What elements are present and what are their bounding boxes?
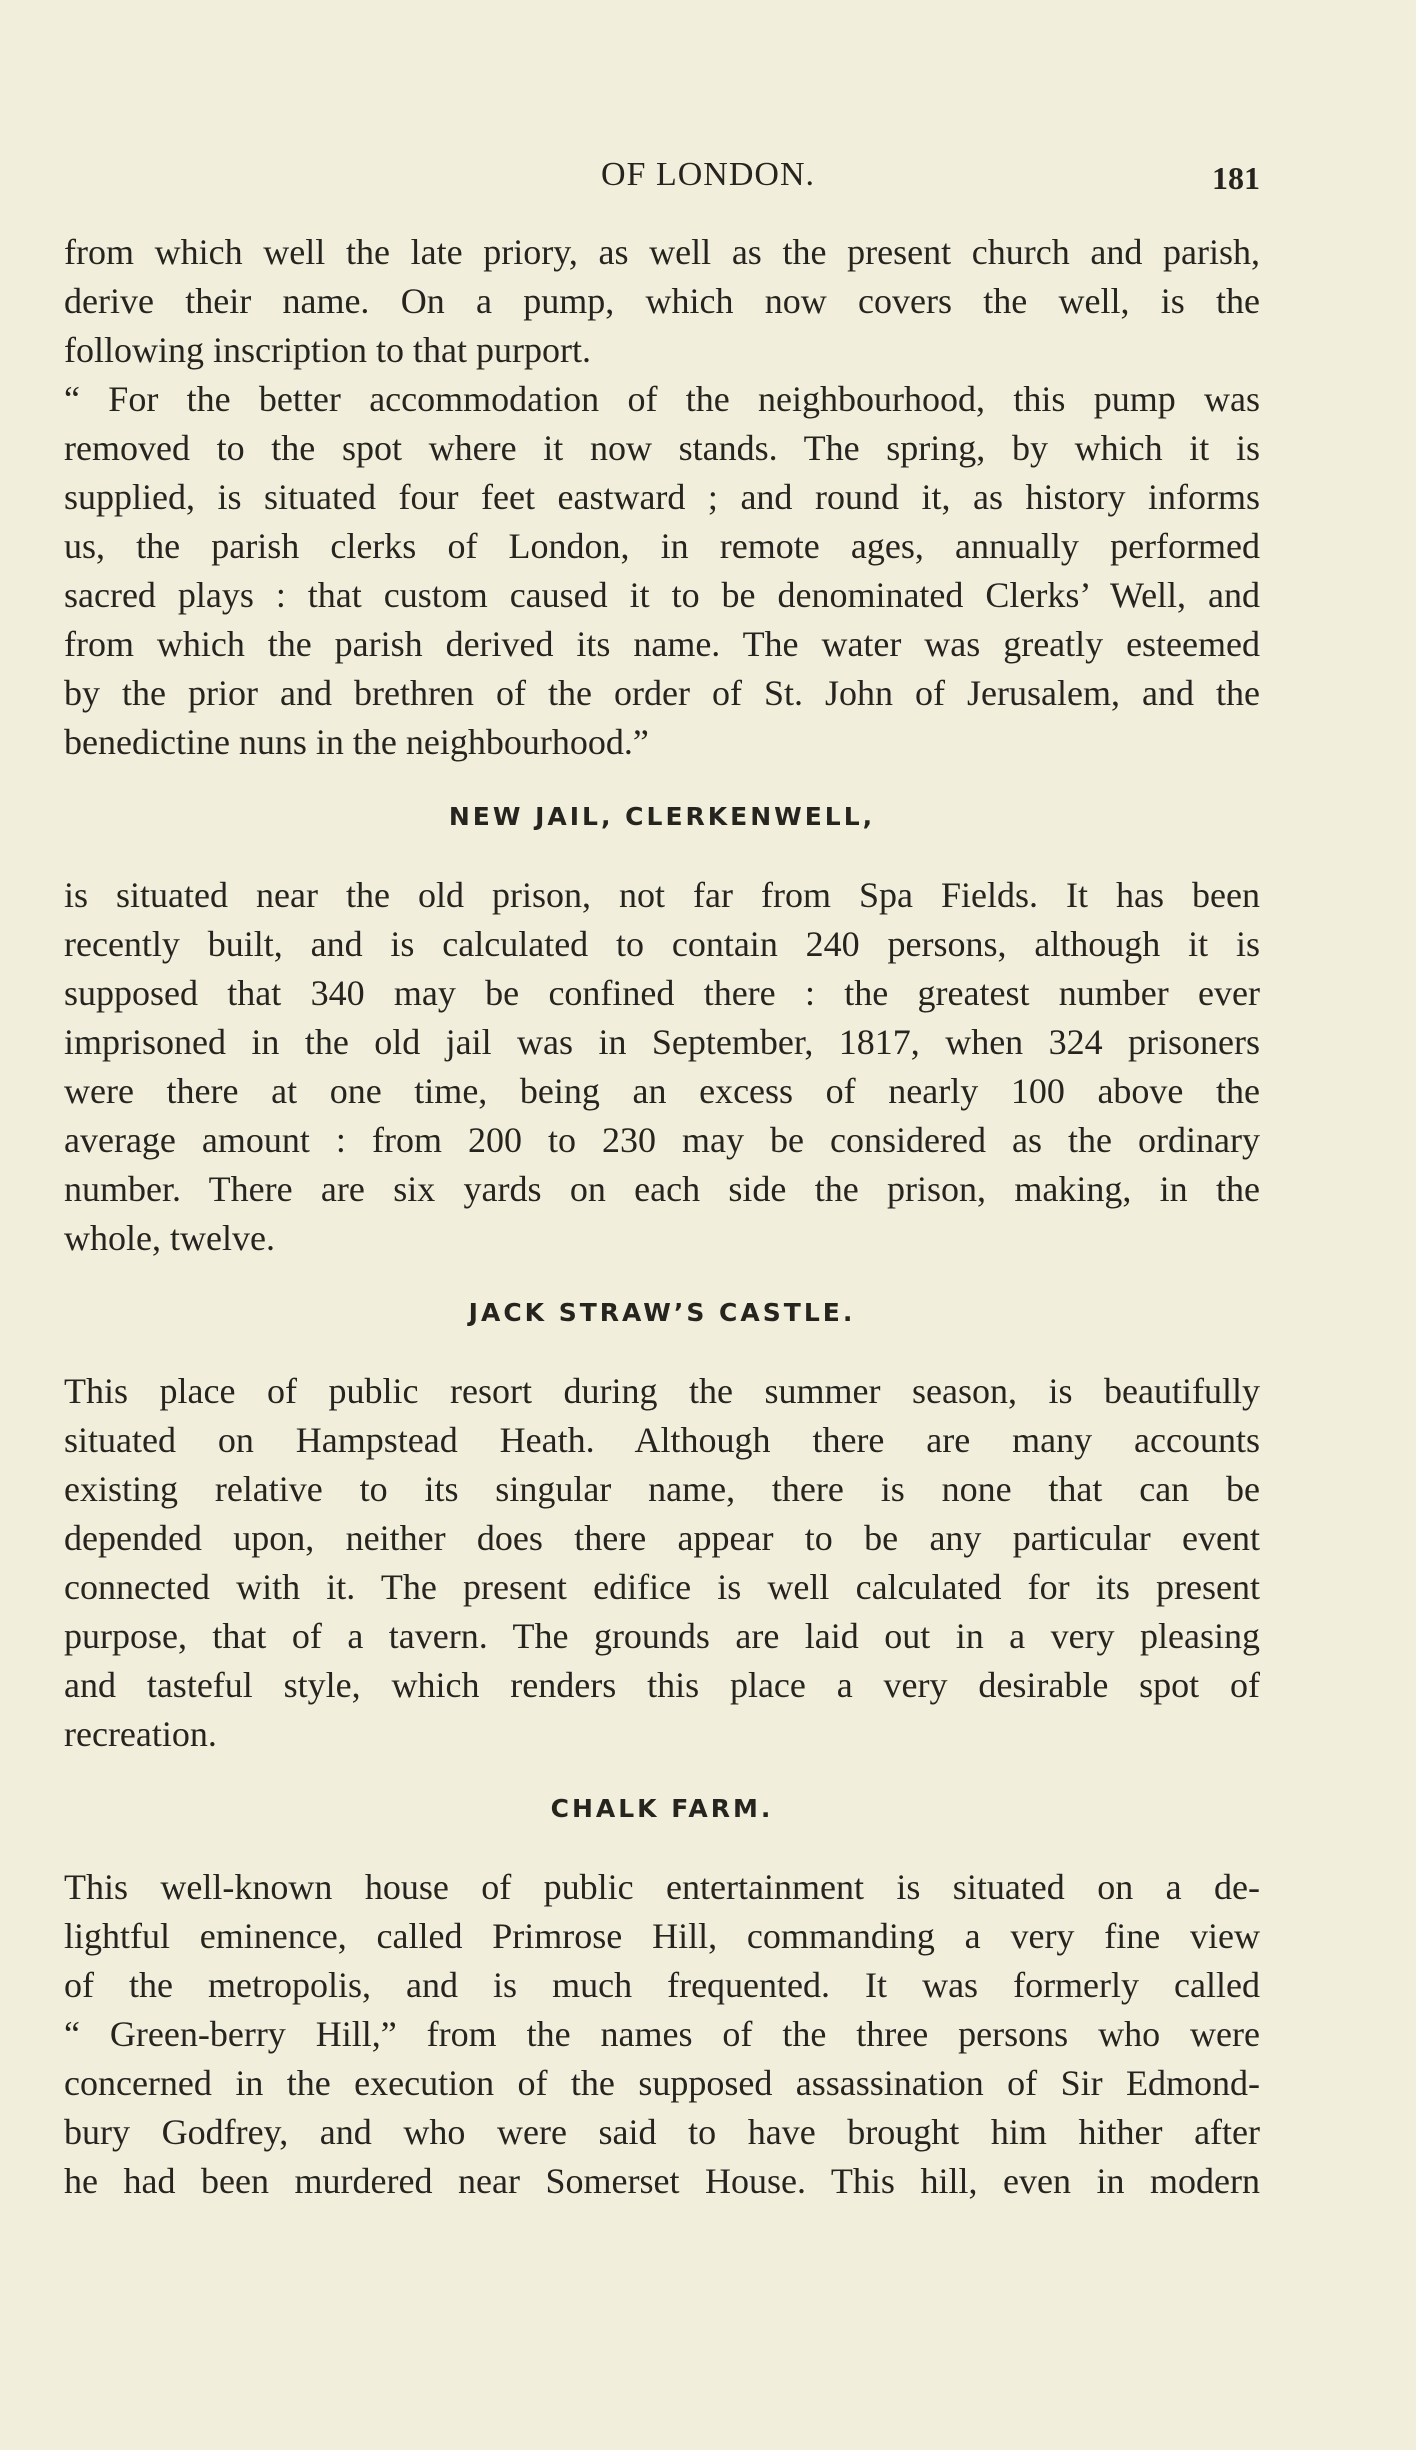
paragraph [64,375,1260,767]
text-line: us, the parish clerks of London, in remote ages, annually performed [64,526,1260,566]
text-line: supposed that 340 may be confined there : the greatest number ever [64,973,1260,1013]
text-line: purpose, that of a tavern. The grounds are laid out in a very pleasing [64,1616,1260,1656]
text-line: lightful eminence, called Primrose Hill, commanding a very fine view [64,1916,1260,1956]
paragraph [64,1367,1260,1759]
text-line: existing relative to its singular name, there is none that can be [64,1469,1260,1509]
text-line: is situated near the old prison, not far from Spa Fields. It has been [64,875,1260,915]
running-title: OF LONDON. [601,156,815,193]
text-line: connected with it. The present edifice is well calculated for its present [64,1567,1260,1607]
section-heading: NEW JAIL, CLERKENWELL, [448,802,876,831]
text-line: benedictine nuns in the neighbourhood.” [64,722,649,762]
text-line: supplied, is situated four feet eastward ; and round it, as history informs [64,477,1260,517]
text-line: following inscription to that purport. [64,330,591,370]
text-line: concerned in the execution of the supposed assassination of Sir Edmond- [64,2063,1260,2103]
paragraph [64,228,1260,375]
text-line: recreation. [64,1714,217,1754]
section-heading: CHALK FARM. [550,1794,774,1823]
text-line: recently built, and is calculated to contain 240 persons, although it is [64,924,1260,964]
section-heading: JACK STRAW’S CASTLE. [468,1298,856,1327]
text-line: from which the parish derived its name. The water was greatly esteemed [64,624,1260,664]
text-line: he had been murdered near Somerset House. This hill, even in modern [64,2161,1260,2201]
running-head [0,152,1416,202]
text-line: number. There are six yards on each side the prison, making, in the [64,1169,1260,1209]
text-line: of the metropolis, and is much frequented. It was formerly called [64,1965,1260,2005]
text-line: imprisoned in the old jail was in September, 1817, when 324 prisoners [64,1022,1260,1062]
text-line: derive their name. On a pump, which now covers the well, is the [64,281,1260,321]
text-line: situated on Hampstead Heath. Although there are many accounts [64,1420,1260,1460]
text-line: This well-known house of public entertainment is situated on a de- [64,1867,1260,1907]
text-line: by the prior and brethren of the order of St. John of Jerusalem, and the [64,673,1260,713]
paragraph [64,871,1260,1263]
paragraph [64,1863,1260,2206]
text-line: sacred plays : that custom caused it to be denominated Clerks’ Well, and [64,575,1260,615]
text-line: from which well the late priory, as well as the present church and parish, [64,232,1260,272]
text-line: whole, twelve. [64,1218,275,1258]
text-line: were there at one time, being an excess of nearly 100 above the [64,1071,1260,1111]
body-text [64,228,1260,2206]
text-line: This place of public resort during the summer season, is beautifully [64,1371,1260,1411]
text-line: removed to the spot where it now stands. The spring, by which it is [64,428,1260,468]
text-line: depended upon, neither does there appear to be any particular event [64,1518,1260,1558]
page-number: 181 [1212,160,1260,196]
text-line: and tasteful style, which renders this place a very desirable spot of [64,1665,1260,1705]
text-line: “ Green-berry Hill,” from the names of the three persons who were [64,2014,1260,2054]
text-line: average amount : from 200 to 230 may be considered as the ordinary [64,1120,1260,1160]
text-line: bury Godfrey, and who were said to have brought him hither after [64,2112,1260,2152]
text-line: “ For the better accommodation of the neighbourhood, this pump was [64,379,1260,419]
